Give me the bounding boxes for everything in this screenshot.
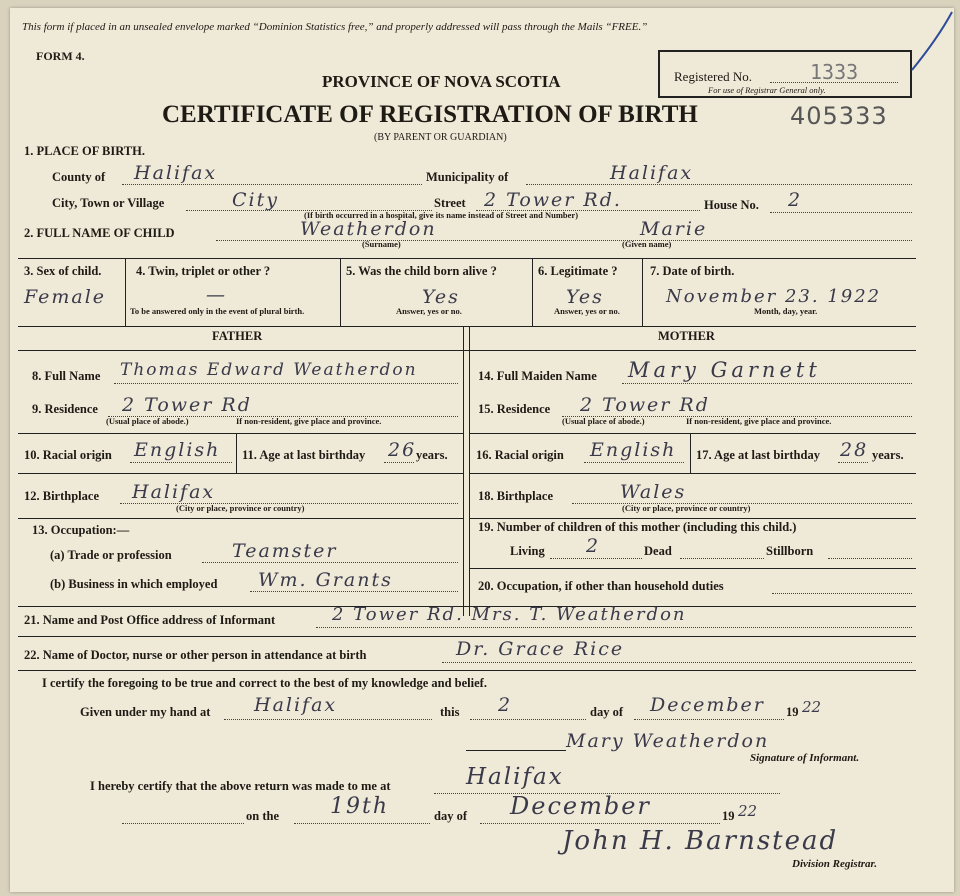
father-birthplace-label: 12. Birthplace [24,489,99,503]
city-value: City [232,189,279,211]
father-racial-value: English [134,439,221,461]
father-racial-label: 10. Racial origin [24,448,112,462]
province-heading: PROVINCE OF NOVA SCOTIA [322,72,561,91]
street-value: 2 Tower Rd. [484,189,622,211]
given-place-value: Halifax [254,694,338,716]
father-name-value: Thomas Edward Weatherdon [120,360,418,380]
mother-residence-label: 15. Residence [478,402,551,416]
county-label: County of [52,170,106,184]
date-of-birth-value: November 23. 1922 [666,286,882,307]
informant-signature-caption: Signature of Informant. [750,752,860,764]
twin-label: 4. Twin, triplet or other ? [136,264,271,278]
mother-residence-note2: If non-resident, give place and province. [686,416,832,426]
this-label: this [440,705,460,719]
on-the-label: on the [246,809,279,823]
sex-label: 3. Sex of child. [24,264,102,278]
mother-racial-value: English [590,439,677,461]
hereby-text: I hereby certify that the above return was made to me at [90,779,391,793]
father-age-label: 11. Age at last birthday [242,448,366,462]
child-given-name: Marie [640,218,708,240]
father-residence-value: 2 Tower Rd [122,394,252,416]
stamped-number: 405333 [790,102,888,130]
hereby-place-value: Halifax [466,764,564,790]
municipality-label: Municipality of [426,170,509,184]
registration-year-value: 22 [738,802,758,820]
place-of-birth-heading: 1. PLACE OF BIRTH. [24,144,145,158]
alive-label: 5. Was the child born alive ? [346,264,497,278]
father-residence-label: 9. Residence [32,402,98,416]
reg-day-of-label: day of [434,809,467,823]
house-value: 2 [788,189,803,211]
given-month-value: December [650,694,765,716]
trade-label: (a) Trade or profession [50,548,172,562]
registration-year-prefix: 19 [722,809,735,823]
registered-value: 1333 [810,60,859,84]
father-name-label: 8. Full Name [32,369,101,383]
registration-month-value: December [510,792,651,820]
certificate-subtitle: (BY PARENT OR GUARDIAN) [374,132,507,143]
street-label: Street [434,196,466,210]
day-of-label: day of [590,705,623,719]
registered-label: Registered No. [674,69,752,84]
registered-number-box [658,50,912,98]
mother-age-label: 17. Age at last birthday [696,448,820,462]
alive-value: Yes [422,286,460,308]
certificate-title: CERTIFICATE OF REGISTRATION OF BIRTH [162,101,698,128]
mother-racial-label: 16. Racial origin [476,448,564,462]
mother-residence-note: (Usual place of abode.) [562,416,645,426]
given-day-value: 2 [498,694,513,716]
house-label: House No. [704,198,759,212]
doctor-label: 22. Name of Doctor, nurse or other person in attendance at birth [24,648,367,662]
alive-answer-note: Answer, yes or no. [396,306,462,316]
dead-label: Dead [644,544,672,558]
mother-years: years. [872,448,904,462]
father-years: years. [416,448,448,462]
date-of-birth-label: 7. Date of birth. [650,264,735,278]
given-under-label: Given under my hand at [80,705,211,719]
business-label: (b) Business in which employed [50,577,218,591]
date-note: Month, day, year. [754,306,818,316]
registrar-caption: Division Registrar. [792,858,877,870]
mother-name-label: 14. Full Maiden Name [478,369,597,383]
postal-note: This form if placed in an unsealed envelope marked “Dominion Statistics free,” and properly addressed will pass through the Mails “FREE.” [22,21,648,33]
stillborn-label: Stillborn [766,544,814,558]
father-residence-note: (Usual place of abode.) [106,416,189,426]
doctor-value: Dr. Grace Rice [456,638,625,660]
municipality-value: Halifax [610,162,694,184]
mother-residence-value: 2 Tower Rd [580,394,710,416]
registrar-use-note: For use of Registrar General only. [708,85,826,95]
registration-day-value: 19th [330,794,390,819]
legit-answer-note: Answer, yes or no. [554,306,620,316]
given-year-value: 22 [802,698,822,716]
city-label: City, Town or Village [52,196,165,210]
father-residence-note2: If non-resident, give place and province. [236,416,382,426]
father-age-value: 26 [388,439,417,461]
twin-note: To be answered only in the event of plural birth. [130,306,305,316]
father-birthplace-value: Halifax [132,481,216,503]
living-value: 2 [586,535,601,557]
sex-value: Female [24,286,107,308]
living-label: Living [510,544,545,558]
county-value: Halifax [134,162,218,184]
mother-birthplace-value: Wales [620,481,687,503]
surname-caption: (Surname) [362,239,401,249]
informant-value: 2 Tower Rd. Mrs. T. Weatherdon [332,604,687,625]
trade-value: Teamster [232,540,338,562]
legitimate-value: Yes [566,286,604,308]
informant-label: 21. Name and Post Office address of Informant [24,613,276,627]
children-count-label: 19. Number of children of this mother (including this child.) [478,520,797,534]
mother-name-value: Mary Garnett [628,358,821,382]
mother-heading: MOTHER [658,329,715,343]
father-birthplace-note: (City or place, province or country) [176,503,305,513]
form-number: FORM 4. [36,49,85,63]
father-heading: FATHER [212,329,263,343]
father-occupation-label: 13. Occupation:— [32,523,130,537]
certify-text: I certify the foregoing to be true and correct to the best of my knowledge and belief. [42,676,487,690]
pen-stroke-mark [906,8,954,78]
twin-value: — [206,284,227,306]
mother-age-value: 28 [840,439,869,461]
child-name-label: 2. FULL NAME OF CHILD [24,226,175,240]
mother-birthplace-note: (City or place, province or country) [622,503,751,513]
birth-certificate-sheet [10,8,954,892]
hospital-note: (If birth occurred in a hospital, give its name instead of Street and Number) [304,210,579,220]
given-year-prefix: 19 [786,705,799,719]
mother-occupation-label: 20. Occupation, if other than household duties [478,579,724,593]
child-surname: Weatherdon [300,218,437,240]
mother-birthplace-label: 18. Birthplace [478,489,553,503]
registrar-signature: John H. Barnstead [562,826,839,856]
business-value: Wm. Grants [258,569,393,591]
informant-signature: Mary Weatherdon [566,730,770,752]
given-name-caption: (Given name) [622,239,672,249]
legitimate-label: 6. Legitimate ? [538,264,618,278]
